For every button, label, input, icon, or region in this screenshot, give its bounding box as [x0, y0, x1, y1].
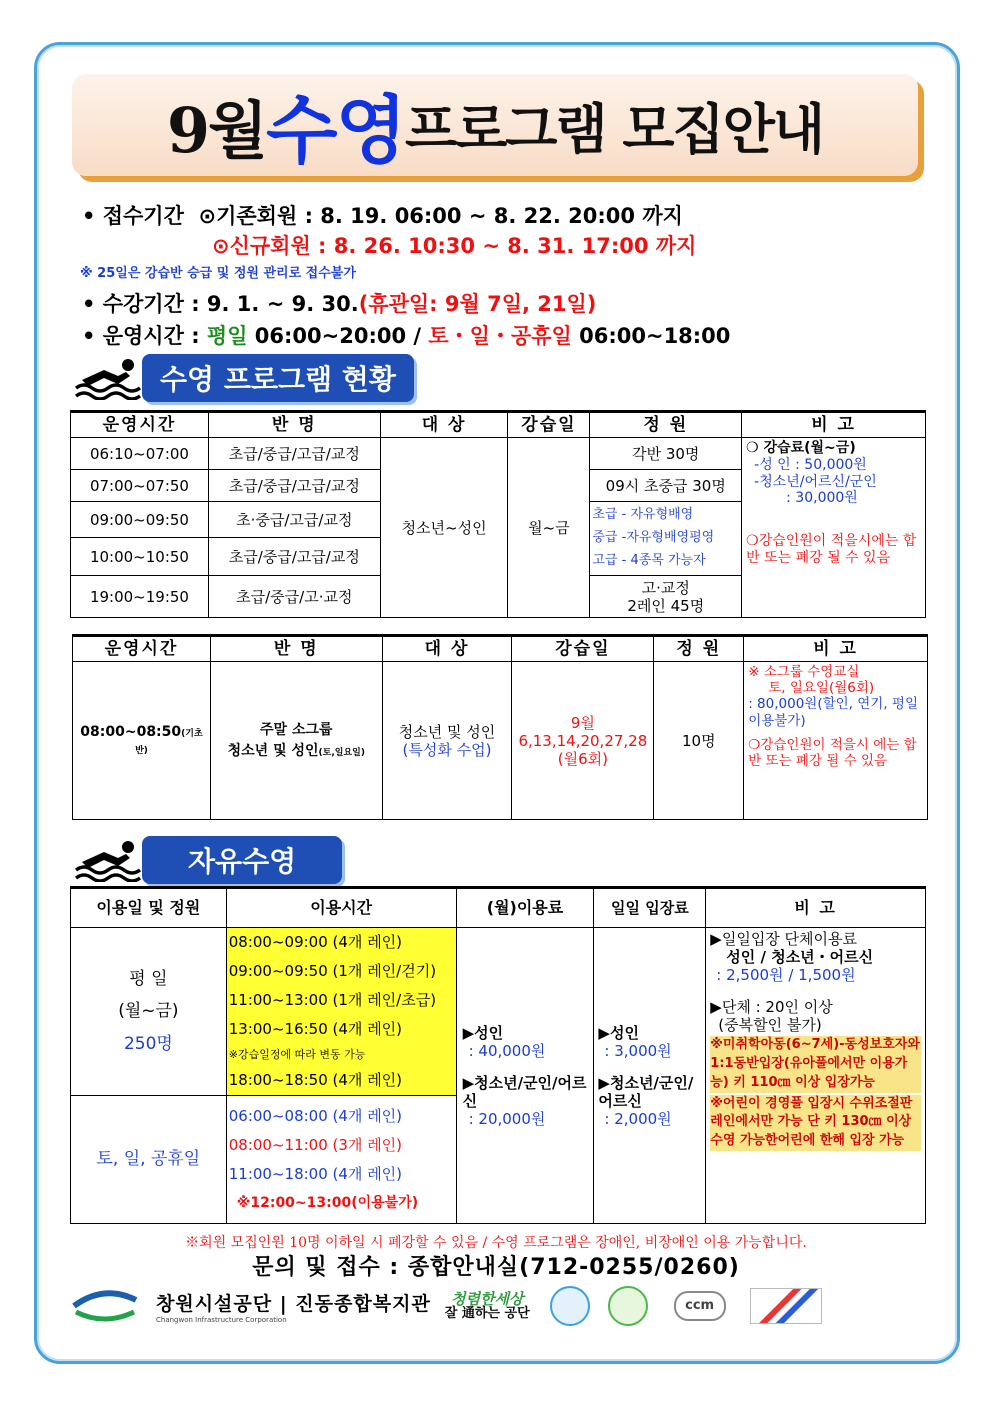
target-cell: 청소년~성인 — [380, 438, 508, 618]
footer-note: ※회원 모집인원 10명 이하일 시 폐강할 수 있음 / 수영 프로그램은 장애인, 비장애인 이용 가능합니다. — [185, 1235, 807, 1251]
reg-period-existing: • 접수기간 ⊙기존회원 : 8. 19. 06:00 ~ 8. 22. 20:00 까지 — [82, 204, 683, 228]
table-row: 08:00~08:50(기초반) 주말 소그룹 청소년 및 성인(토,일요일) 청소년 및 성인 (특성화 수업) 9월 6,13,14,20,27,28 (월6회) 10명 ※ 소그룹 수영교실 토, 일요일(월6회) : 80,000원(할인, 연기, 평일 이용불가) ❍강습인원이 적을시 에는 합반 또는 폐강 될 수 있음 — [73, 662, 928, 820]
contact-info: 문의 및 접수 : 종합안내실(712-0255/0260) — [252, 1255, 740, 1280]
ccm-logo-icon: ccm — [674, 1291, 726, 1321]
emblem-icon — [750, 1288, 822, 1324]
col-target: 대 상 — [380, 412, 508, 438]
note-cell: ❍ 강습료(월~금) -성 인 : 50,000원 -청소년/어르신/군인 : 30,000원 ❍강습인원이 적을시에는 합반 또는 폐강 될 수 있음 — [742, 438, 926, 618]
operating-hours: • 운영시간 : 평일 06:00~20:00 / 토・일・공휴일 06:00~18:00 — [82, 324, 731, 348]
table-row: 10:00~10:50 초급/중급/고급/교정 — [71, 538, 926, 576]
existing-members: ⊙기존회원 : 8. 19. 06:00 ~ 8. 22. 20:00 까지 — [198, 204, 683, 228]
col-note: 비 고 — [742, 412, 926, 438]
org-name: 창원시설공단 | 진동종합복지관 Changwon Infrastructure Corporation — [156, 1292, 431, 1324]
free-swim-table: 이용일 및 정원 이용시간 (월)이용료 일일 입장료 비 고 평 일 (월~금) 250명 08:00~09:00 (4개 레인) 09:00~09:50 (1개 레인/걷기) 11:00~13:00 (1개 레인/초급) 13:00~16:50 (4개 레인) ※강습일정에 따라 변동 가능 18:00~18:50 (4개 레인) ▶성인 : 40,000원 ▶청소년/군인/어르신 : 20,000원 ▶성인 : 3,000원 ▶청소년/군인/어르신 : 2,000원 ▶일일입장 단체이용료 성인 / 청소년・어르신 : 2,500원 / 1,500원 ▶단체 : 20인 이상 (중복할인 불가) ※미취학아동(6~7세)-동성보호자와 1:1동반입장(유아풀에서만 이용가능) 키 110㎝ 이상 입장가능 ※어린이 경영풀 입장시 수위조절판 레인에서만 가능 단 키 130㎝ 이상 수영 가능한어린에 한해 입장 가능 토, 일, 공휴일 06:00~08:00 (4개 레인) 08:00~11:00 (3개 레인) 11:00~18:00 (4개 레인) ※12:00~13:00(이용불가) — [70, 886, 926, 1224]
section-title-2: 자유수영 — [142, 836, 342, 884]
col-time: 운영시간 — [71, 412, 209, 438]
title-month: 9월 — [166, 93, 266, 167]
reg-period-new: ⊙신규회원 : 8. 26. 10:30 ~ 8. 31. 17:00 까지 — [212, 234, 697, 258]
swimmer-icon — [74, 356, 142, 400]
slogan: 청렴한세상 잘 通하는 공단 — [444, 1289, 530, 1322]
table-row: 09:00~09:50 초·중급/고급/교정 초급 - 자유형배영 중급 -자유형배영평영 고급 - 4종목 가능자 — [71, 502, 926, 538]
weekend-program-table: 운영시간 반 명 대 상 강습일 정 원 비 고 08:00~08:50(기초반) 주말 소그룹 청소년 및 성인(토,일요일) 청소년 및 성인 (특성화 수업) 9월 6,13,14,20,27,28 (월6회) 10명 ※ 소그룹 수영교실 토, 일요일(월6회) : 80,000원(할인, 연기, 평일 이용불가) ❍강습인원이 적을시 에는 합반 또는 폐강 될 수 있음 — [72, 634, 928, 820]
table-row: 토, 일, 공휴일 06:00~08:00 (4개 레인) 08:00~11:00 (3개 레인) 11:00~18:00 (4개 레인) ※12:00~13:00(이용불가) — [71, 1096, 926, 1224]
days-cell: 월~금 — [508, 438, 590, 618]
table-row: 19:00~19:50 초급/중급/고·교정 고·교정 2레인 45명 — [71, 576, 926, 618]
title-swim: 수영 — [265, 88, 405, 174]
section-free-swim — [74, 836, 342, 884]
section-program-status — [74, 354, 414, 402]
cwic-logo-icon — [70, 1288, 140, 1324]
col-class: 반 명 — [208, 412, 380, 438]
mascot-icon — [550, 1286, 590, 1326]
col-capacity: 정 원 — [590, 412, 742, 438]
table-row: 06:10~07:00 초급/중급/고급/교정 청소년~성인 월~금 각반 30명 ❍ 강습료(월~금) -성 인 : 50,000원 -청소년/어르신/군인 : 30,000원 ❍강습인원이 적을시에는 합반 또는 폐강 될 수 있음 — [71, 438, 926, 470]
program-table — [70, 410, 926, 618]
title-rest: 프로그램 모집안내 — [404, 96, 824, 161]
title-banner — [72, 74, 918, 176]
course-period: • 수강기간 : 9. 1. ~ 9. 30.(휴관일: 9월 7일, 21일) — [82, 292, 597, 316]
table-row: 07:00~07:50 초급/중급/고급/교정 09시 초중급 30명 — [71, 470, 926, 502]
swimmer-icon — [74, 838, 142, 882]
col-days: 강습일 — [508, 412, 590, 438]
reg-note: ※ 25일은 강습반 승급 및 정원 관리로 접수불가 — [80, 266, 356, 281]
mascot-icon — [608, 1286, 648, 1326]
footer-logos — [70, 1282, 940, 1330]
capacity-cell: 10명 — [654, 662, 744, 820]
table-row: 평 일 (월~금) 250명 08:00~09:00 (4개 레인) 09:00~09:50 (1개 레인/걷기) 11:00~13:00 (1개 레인/초급) 13:00~16:50 (4개 레인) ※강습일정에 따라 변동 가능 18:00~18:50 (4개 레인) ▶성인 : 40,000원 ▶청소년/군인/어르신 : 20,000원 ▶성인 : 3,000원 ▶청소년/군인/어르신 : 2,000원 ▶일일입장 단체이용료 성인 / 청소년・어르신 : 2,500원 / 1,500원 ▶단체 : 20인 이상 (중복할인 불가) ※미취학아동(6~7세)-동성보호자와 1:1동반입장(유아풀에서만 이용가능) 키 110㎝ 이상 입장가능 ※어린이 경영풀 입장시 수위조절판 레인에서만 가능 단 키 130㎝ 이상 수영 가능한어린에 한해 입장 가능 — [71, 928, 926, 1096]
section-title-1: 수영 프로그램 현황 — [142, 354, 414, 402]
